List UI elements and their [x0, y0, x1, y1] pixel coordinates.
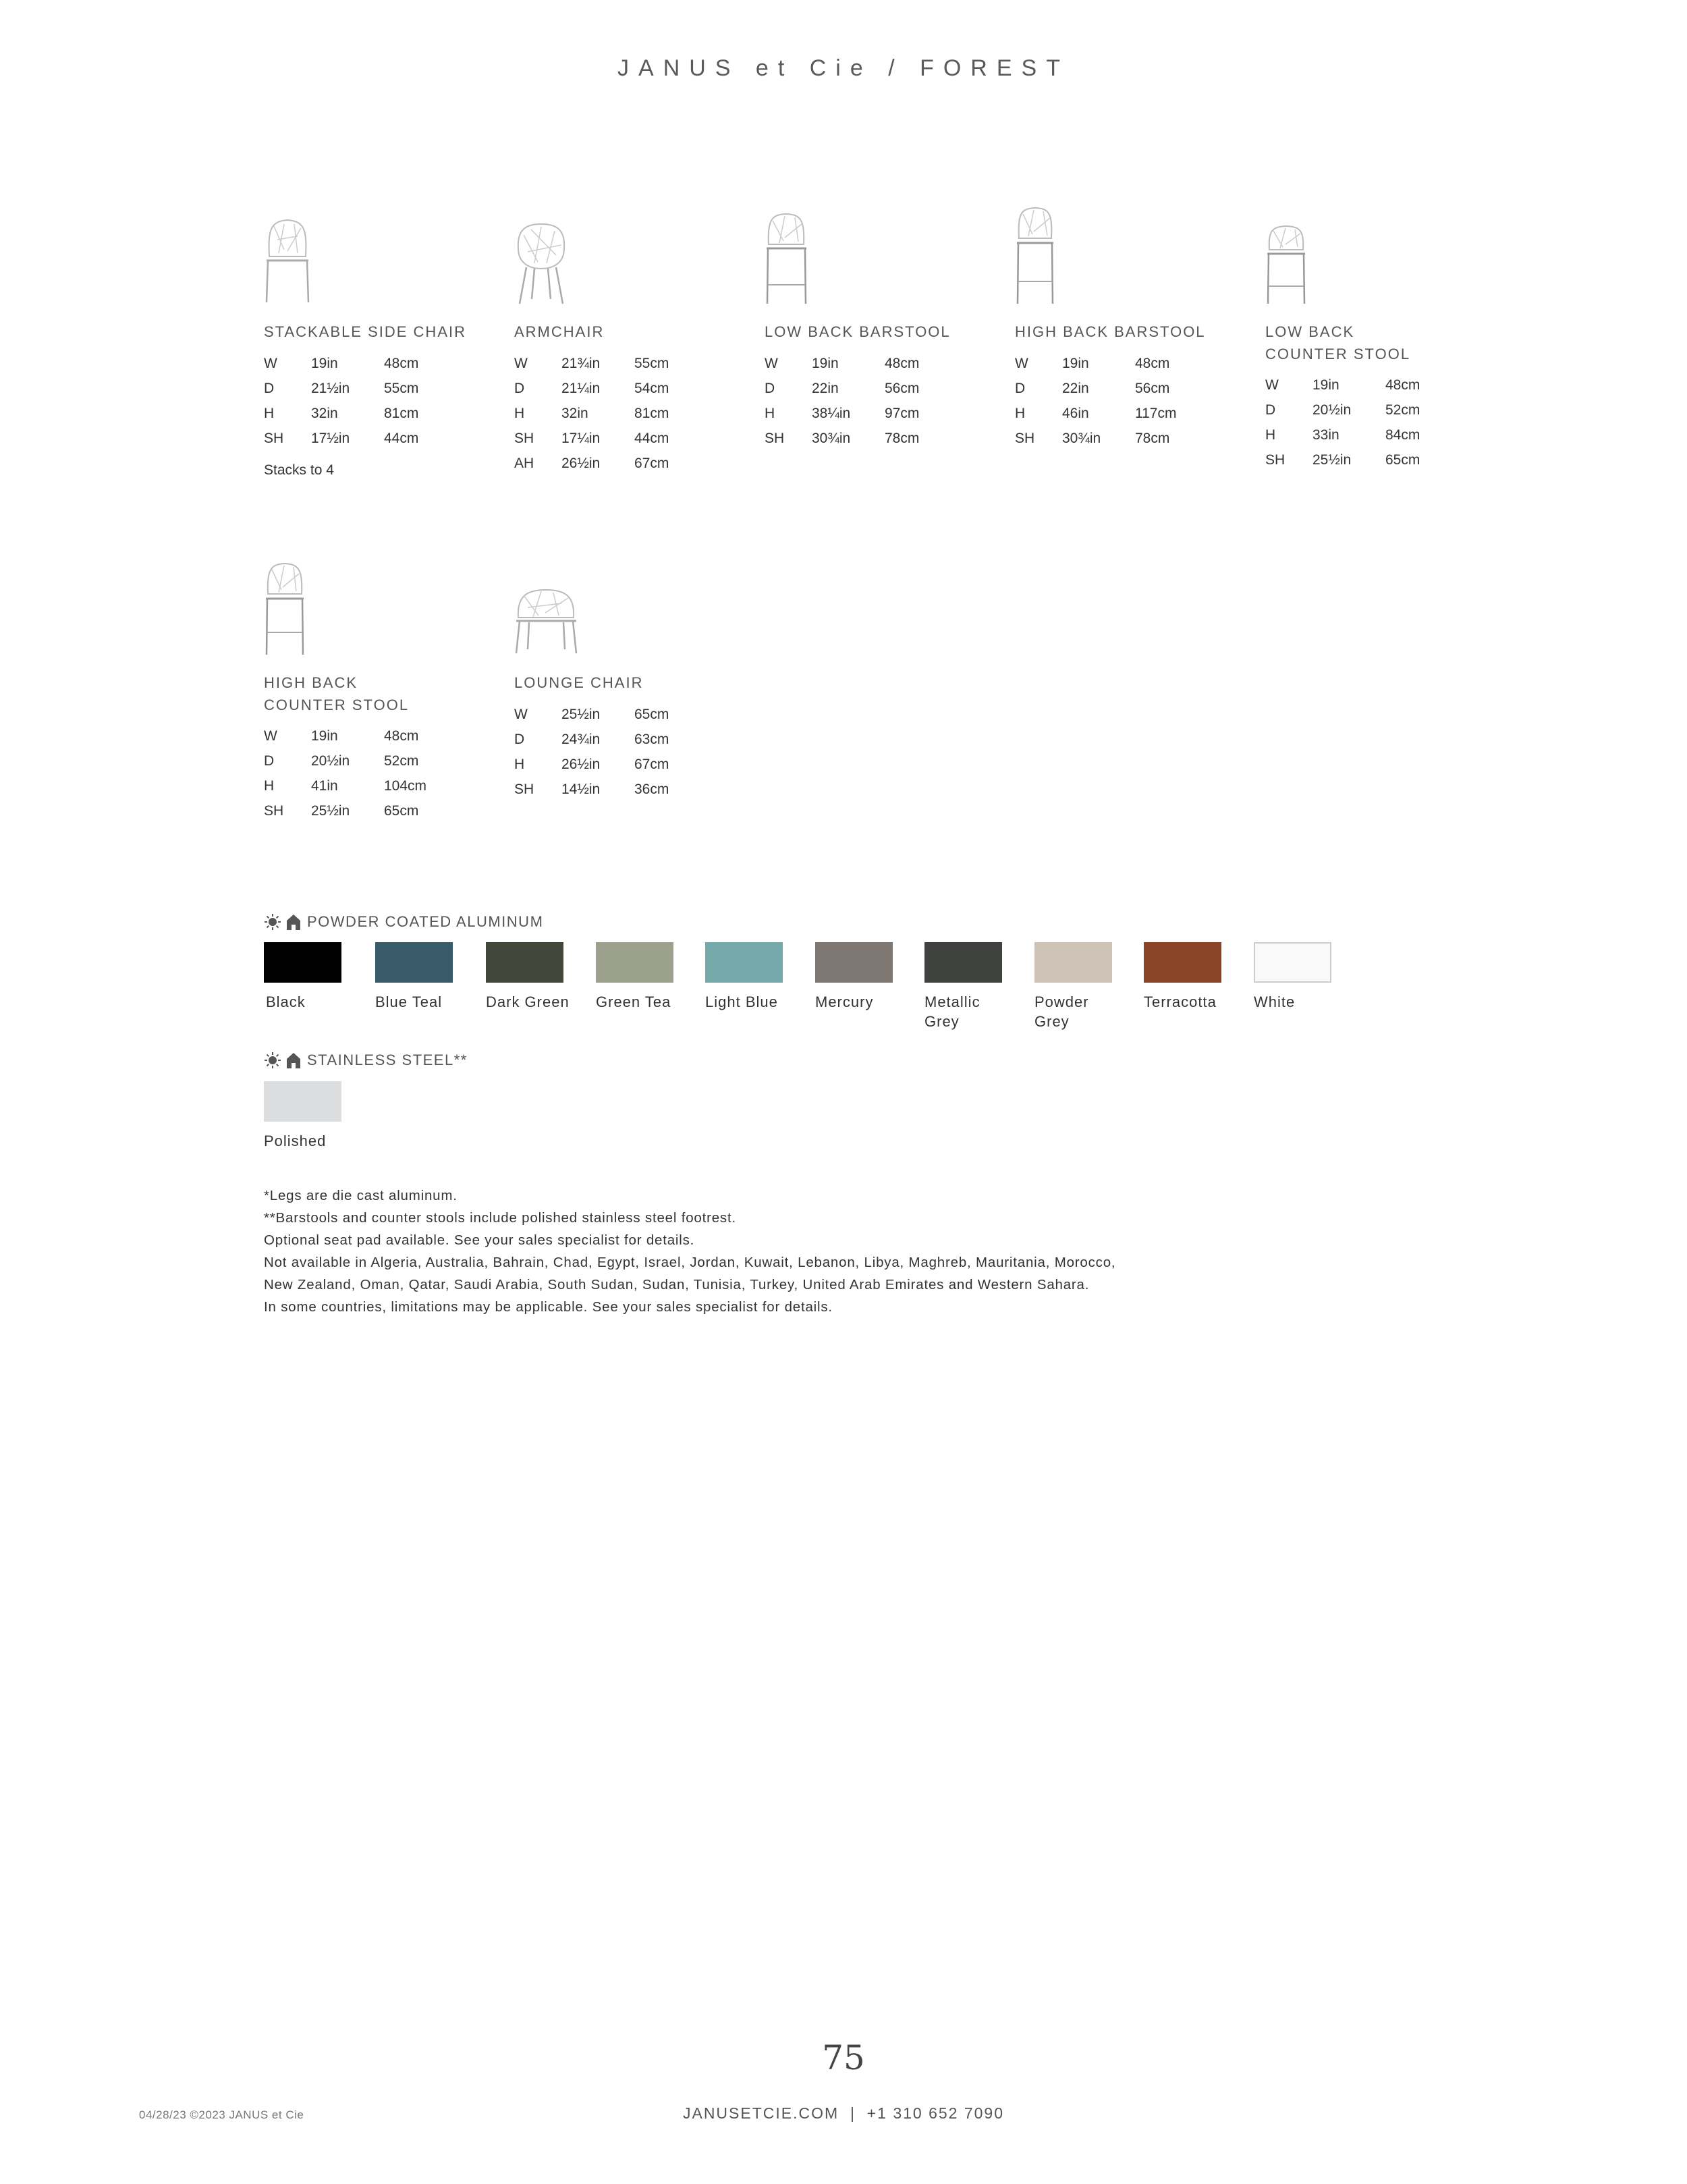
low-back-barstool-image — [765, 211, 808, 305]
stackable-side-chair-image — [264, 216, 311, 304]
stainless-steel-heading — [264, 1052, 468, 1069]
stacking-note: Stacks to 4 — [264, 462, 334, 478]
low-back-counter-stool-image — [1265, 224, 1307, 305]
page-header-title: JANUS et Cie / FOREST — [617, 55, 1070, 81]
product-name: STACKABLE SIDE CHAIR — [264, 323, 466, 340]
footnote-line: Not available in Algeria, Australia, Bahrain, Chad, Egypt, Israel, Jordan, Kuwait, Lebanon, Libya, Maghreb, Mauritania, Morocco, — [264, 1255, 1116, 1270]
color-swatch — [486, 942, 563, 983]
swatch-label: Light Blue — [705, 993, 778, 1010]
color-swatch — [375, 942, 453, 983]
page-number: 75 — [822, 2038, 865, 2077]
footer-contact: JANUSETCIE.COM | +1 310 652 7090 — [682, 2104, 1005, 2122]
footnotes — [264, 1184, 1115, 1318]
swatch-label: Mercury — [815, 993, 874, 1010]
swatch-label: Polished — [264, 1132, 327, 1149]
color-swatch — [1254, 942, 1331, 983]
swatch-label: Powder Grey — [1034, 993, 1089, 1030]
color-swatch — [596, 942, 673, 983]
high-back-barstool-image — [1015, 206, 1055, 305]
powder-coated-aluminum-heading — [264, 913, 543, 931]
swatch-label: Blue Teal — [375, 993, 443, 1010]
swatch-label: Dark Green — [486, 993, 570, 1010]
footnote-line: In some countries, limitations may be applicable. See your sales specialist for details. — [264, 1299, 833, 1315]
swatch-label: Terracotta — [1144, 993, 1217, 1010]
color-swatch — [1034, 942, 1112, 983]
product-name: HIGH BACK BARSTOOL — [1015, 323, 1206, 340]
color-swatch — [264, 942, 341, 983]
sun-icon — [264, 913, 281, 931]
swatch-label: Metallic Grey — [924, 993, 980, 1030]
swatch-label: White — [1254, 993, 1296, 1010]
swatch-label: Black — [266, 993, 306, 1010]
color-swatch — [264, 1081, 341, 1122]
product-name: HIGH BACK COUNTER STOOL — [264, 674, 410, 713]
color-swatch — [705, 942, 783, 983]
footnote-line: *Legs are die cast aluminum. — [264, 1188, 458, 1203]
swatch-label: Green Tea — [596, 993, 671, 1010]
color-swatch — [1144, 942, 1221, 983]
footnote-line: **Barstools and counter stools include polished stainless steel footrest. — [264, 1210, 736, 1226]
section-label: POWDER COATED ALUMINUM — [307, 913, 544, 930]
color-swatch — [815, 942, 893, 983]
house-icon — [285, 1052, 303, 1069]
section-label: STAINLESS STEEL** — [307, 1052, 468, 1068]
sun-icon — [264, 1052, 281, 1069]
armchair-image — [514, 221, 568, 306]
product-name: ARMCHAIR — [514, 323, 605, 340]
color-swatch — [924, 942, 1002, 983]
product-name: LOW BACK COUNTER STOOL — [1265, 323, 1411, 362]
product-name: LOW BACK BARSTOOL — [765, 323, 951, 340]
lounge-chair-image — [514, 587, 578, 655]
house-icon — [285, 913, 303, 931]
product-name: LOUNGE CHAIR — [514, 674, 644, 691]
footnote-line: Optional seat pad available. See your sales specialist for details. — [264, 1232, 695, 1248]
high-back-counter-stool-image — [264, 562, 306, 656]
footer-date-copyright: 04/28/23 ©2023 JANUS et Cie — [139, 2108, 304, 2121]
footnote-line: New Zealand, Oman, Qatar, Saudi Arabia, South Sudan, Sudan, Tunisia, Turkey, United Arab Emirates and Western Sahara. — [264, 1277, 1090, 1292]
